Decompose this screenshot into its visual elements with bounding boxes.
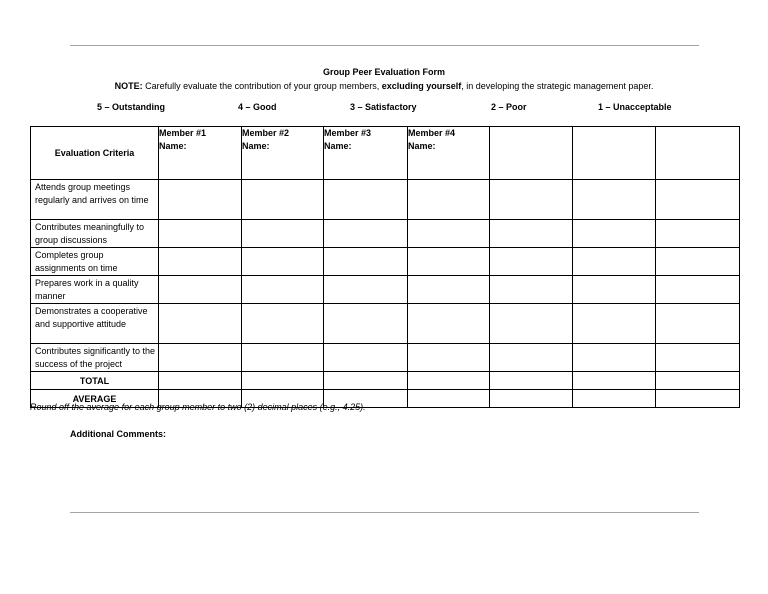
score-cell[interactable] [656,344,740,372]
total-cell[interactable] [573,372,656,390]
score-cell[interactable] [159,276,242,304]
table-row [31,248,740,276]
rounding-footnote: Round off the average for each group member to two (2) decimal places (e.g., 4.25). [30,402,366,412]
score-cell[interactable] [408,248,490,276]
score-cell[interactable] [159,344,242,372]
score-cell[interactable] [490,180,573,220]
member-1-label: Member #1 [159,128,207,138]
score-cell[interactable] [573,220,656,248]
table-row [31,304,740,344]
criterion-label: Contributes meaningfully to group discussions [31,220,159,248]
bottom-divider [70,512,699,513]
note-emphasis: excluding yourself [381,81,462,91]
score-cell[interactable] [242,248,324,276]
total-row [31,372,740,390]
score-cell[interactable] [490,220,573,248]
average-cell[interactable] [490,390,573,408]
score-cell[interactable] [656,304,740,344]
score-cell[interactable] [656,276,740,304]
scale-unacceptable: 1 – Unacceptable [598,102,672,112]
table-row [31,220,740,248]
score-cell[interactable] [408,344,490,372]
extra-member-header[interactable] [656,127,740,180]
score-cell[interactable] [490,344,573,372]
score-cell[interactable] [408,304,490,344]
score-cell[interactable] [159,180,242,220]
member-3-name-label: Name: [324,141,352,151]
score-cell[interactable] [324,304,408,344]
scale-good: 4 – Good [238,102,277,112]
score-cell[interactable] [490,276,573,304]
member-4-name-label: Name: [408,141,436,151]
scale-outstanding: 5 – Outstanding [97,102,166,112]
total-cell[interactable] [324,372,408,390]
criterion-label: Prepares work in a quality manner [31,276,159,304]
score-cell[interactable] [242,344,324,372]
note-label: NOTE: [114,81,143,91]
total-cell[interactable] [159,372,242,390]
form-title: Group Peer Evaluation Form [322,67,446,77]
score-cell[interactable] [490,248,573,276]
score-cell[interactable] [242,304,324,344]
criterion-label: Completes group assignments on time [31,248,159,276]
score-cell[interactable] [573,180,656,220]
criterion-label: Attends group meetings regularly and arrives on time [31,180,159,220]
score-cell[interactable] [408,276,490,304]
total-label: TOTAL [31,372,159,390]
score-cell[interactable] [324,344,408,372]
total-cell[interactable] [656,372,740,390]
score-cell[interactable] [408,180,490,220]
extra-member-header[interactable] [573,127,656,180]
score-cell[interactable] [656,220,740,248]
score-cell[interactable] [324,180,408,220]
average-cell[interactable] [656,390,740,408]
score-cell[interactable] [656,248,740,276]
table-row [31,344,740,372]
score-cell[interactable] [490,304,573,344]
member-2-header [242,127,324,180]
score-cell[interactable] [159,304,242,344]
member-4-label: Member #4 [408,128,456,138]
score-cell[interactable] [324,276,408,304]
total-cell[interactable] [490,372,573,390]
member-3-header [324,127,408,180]
member-2-label: Member #2 [242,128,290,138]
score-cell[interactable] [242,276,324,304]
scale-poor: 2 – Poor [491,102,527,112]
form-note [0,81,768,91]
score-cell[interactable] [408,220,490,248]
extra-member-header[interactable] [490,127,573,180]
score-cell[interactable] [242,180,324,220]
score-cell[interactable] [324,248,408,276]
member-1-header [159,127,242,180]
top-divider [70,45,699,46]
score-cell[interactable] [324,220,408,248]
criterion-label: Contributes significantly to the success of the project [31,344,159,372]
note-text-2: , in developing the strategic management paper. [461,81,654,91]
score-cell[interactable] [159,248,242,276]
score-cell[interactable] [573,276,656,304]
average-cell[interactable] [408,390,490,408]
evaluation-table [30,126,740,408]
table-row [31,180,740,220]
member-1-name-label: Name: [159,141,187,151]
score-cell[interactable] [573,248,656,276]
score-cell[interactable] [159,220,242,248]
member-2-name-label: Name: [242,141,270,151]
member-4-header [408,127,490,180]
score-cell[interactable] [573,304,656,344]
average-cell[interactable] [573,390,656,408]
table-row [31,276,740,304]
header-row [31,127,740,180]
score-cell[interactable] [242,220,324,248]
criterion-label: Demonstrates a cooperative and supportive attitude [31,304,159,344]
score-cell[interactable] [573,344,656,372]
note-text-1: Carefully evaluate the contribution of your group members, [142,81,382,91]
total-cell[interactable] [408,372,490,390]
scale-satisfactory: 3 – Satisfactory [350,102,417,112]
average-label: AVERAGE [31,390,159,408]
score-cell[interactable] [656,180,740,220]
additional-comments-label: Additional Comments: [70,429,166,439]
criteria-header: Evaluation Criteria [31,127,159,180]
member-3-label: Member #3 [324,128,372,138]
total-cell[interactable] [242,372,324,390]
